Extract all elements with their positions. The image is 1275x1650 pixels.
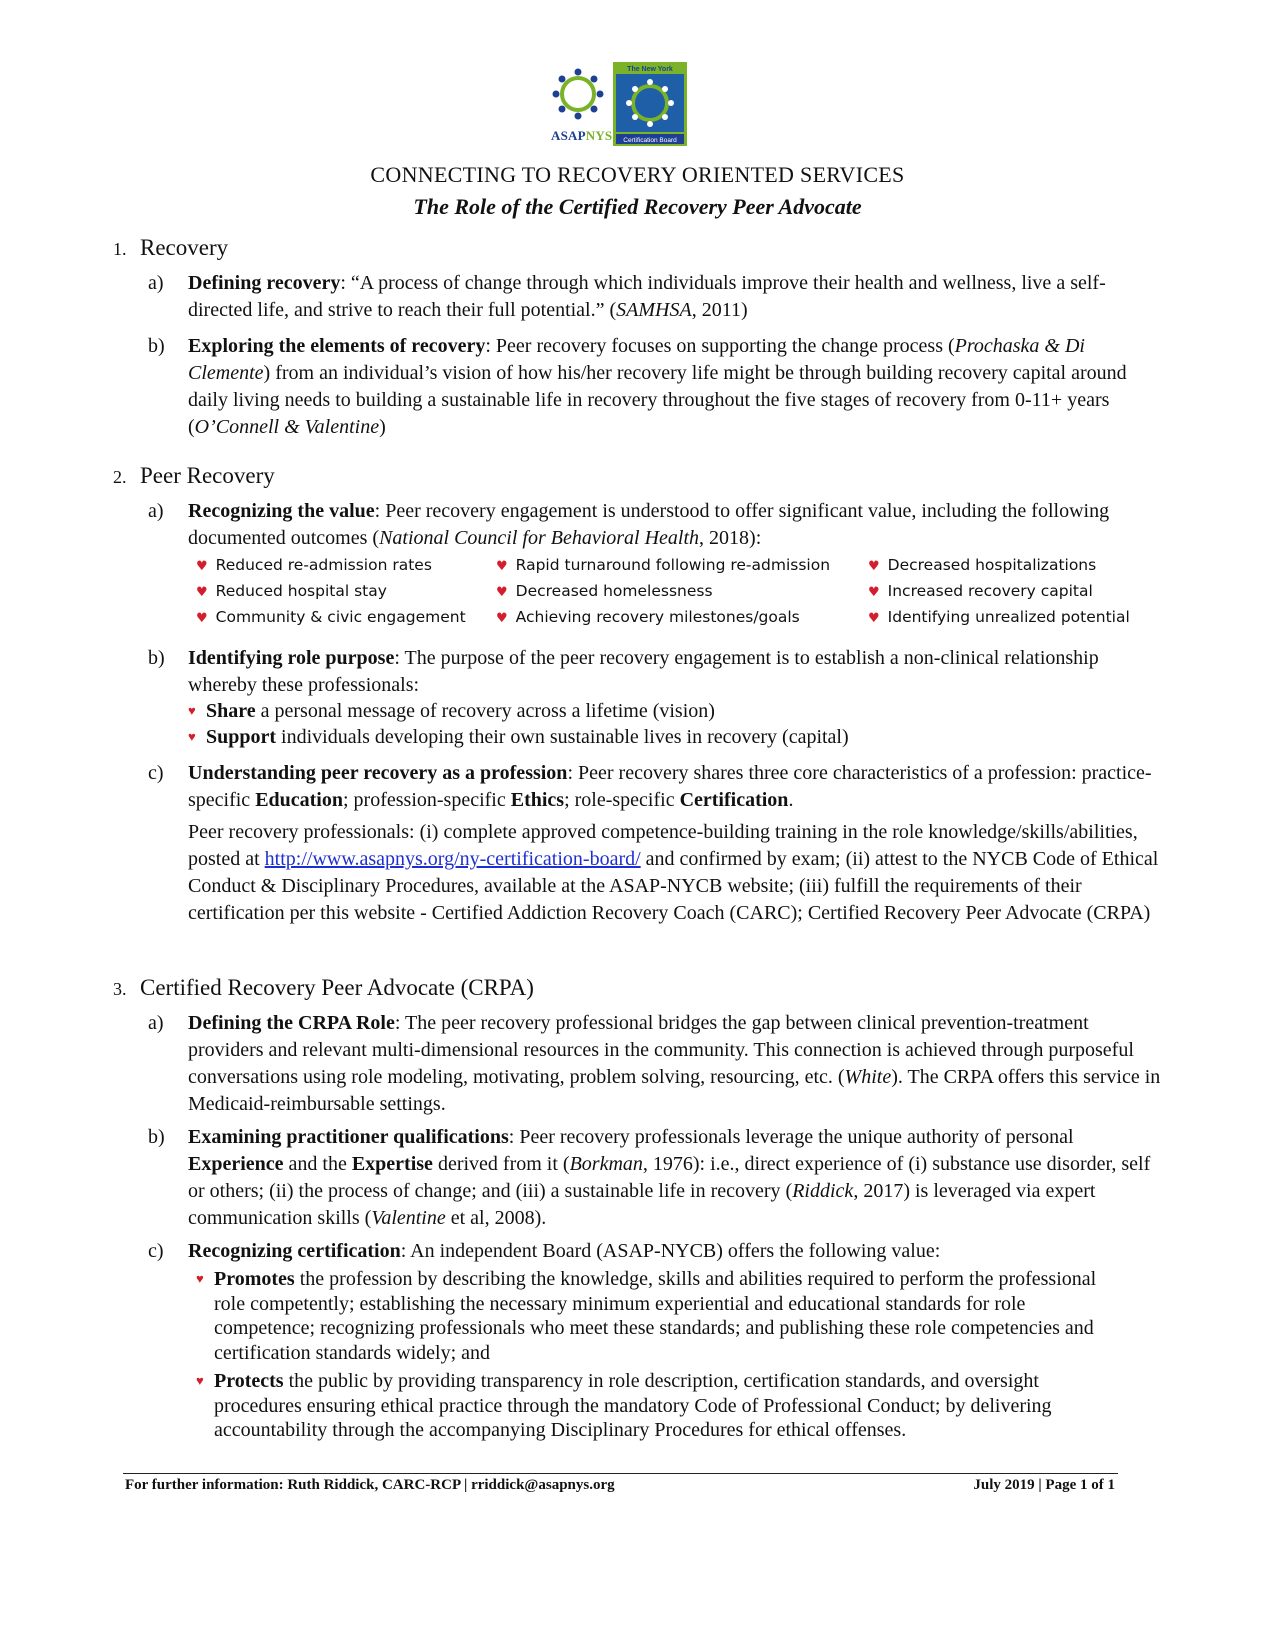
heart-icon: ♥ [496, 611, 508, 626]
item-2b: b) Identifying role purpose: The purpose of the peer recovery engagement is to establish a non-clinical relationship whereby these professionals: [148, 647, 1099, 696]
heart-icon: ♥ [196, 611, 208, 626]
people-circle-icon [553, 69, 604, 120]
list-item: ♥ Share a personal message of recovery across a lifetime (vision) [188, 700, 715, 722]
role-purpose-list [188, 698, 1148, 750]
heart-icon: ♥ [188, 729, 196, 744]
outcome-item: ♥ Community & civic engagement [196, 608, 466, 626]
section-heading-crpa: 3. Certified Recovery Peer Advocate (CRPA) [113, 975, 534, 1000]
outcome-item: ♥ Reduced hospital stay [196, 582, 387, 600]
item-1b: b) Exploring the elements of recovery: Peer recovery focuses on supporting the change process (Prochaska & Di Clemente) from an individual’s vision of how his/her recovery life might be through building recovery capital around daily living needs to building a sustainable life in recovery throughout the five stages of recovery from 0-11+ years (O’Connell & Valentine) [148, 335, 1127, 438]
board-top-text: The New York [627, 66, 673, 73]
heart-icon: ♥ [496, 585, 508, 600]
page-subtitle: The Role of the Certified Recovery Peer Advocate [413, 194, 862, 219]
list-item: ♥ Promotes the profession by describing the knowledge, skills and abilities required to perform the professional role competently; establishing the necessary minimum experiential and educational standards for role competence; recognizing professionals who meet these standards; and publishing these role competencies and certification standards widely; and [196, 1268, 1097, 1364]
certification-paragraph: Peer recovery professionals: (i) complete approved competence-building training in the role knowledge/skills/abilities, posted at http://www.asapnys.org/ny-certification-board/ and confirmed by exam; (ii) attest to the NYCB Code of Ethical Conduct & Disciplinary Procedures, available at the ASAP-NYCB website; (iii) fulfill the requirements of their certification per this website - Certified Addiction Recovery Coach (CARC); Certified Recovery Peer Advocate (CRPA) [188, 821, 1159, 924]
certification-board-link[interactable]: http://www.asapnys.org/ny-certification-board/ [264, 848, 641, 870]
list-item: ♥ Protects the public by providing transparency in role description, certification standards, and oversight procedures ensuring ethical practice through the mandatory Code of Professional Conduct; by delivering accountability through the accompanying Disciplinary Procedures for ethical offenses. [196, 1370, 1052, 1441]
section-heading-recovery: 1. Recovery [113, 235, 229, 260]
heart-icon: ♥ [196, 585, 208, 600]
section-heading-peer-recovery: 2. Peer Recovery [113, 463, 275, 488]
item-3c: c) Recognizing certification: An independent Board (ASAP-NYCB) offers the following value: [148, 1240, 941, 1262]
heart-icon: ♥ [868, 559, 880, 574]
heart-icon: ♥ [868, 611, 880, 626]
outcomes-grid [196, 552, 1196, 634]
outcome-item: ♥ Increased recovery capital [868, 582, 1093, 600]
item-3a: a) Defining the CRPA Role: The peer recovery professional bridges the gap between clinical prevention-treatment providers and relevant multi-dimensional resources in the community. This connection is achieved through purposeful conversations using role modeling, motivating, problem solving, resourcing, etc. (White). The CRPA offers this service in Medicaid-reimbursable settings. [148, 1012, 1161, 1115]
list-item: ♥ Support individuals developing their own sustainable lives in recovery (capital) [188, 726, 849, 748]
outcome-item: ♥ Reduced re-admission rates [196, 556, 432, 574]
heart-icon: ♥ [188, 703, 196, 718]
footer-divider [123, 1473, 1118, 1474]
footer-contact: For further information: Ruth Riddick, CARC-RCP | rriddick@asapnys.org [125, 1477, 615, 1493]
item-2c: c) Understanding peer recovery as a profession: Peer recovery shares three core characteristics of a profession: practice-specific Education; profession-specific Ethics; role-specific Certification. [148, 762, 1152, 811]
outcome-item: ♥ Decreased homelessness [496, 582, 713, 600]
page-title: CONNECTING TO RECOVERY ORIENTED SERVICES [370, 162, 905, 187]
heart-icon: ♥ [868, 585, 880, 600]
outcome-item: ♥ Rapid turnaround following re-admission [496, 556, 831, 574]
heart-icon: ♥ [496, 559, 508, 574]
board-bottom-text: Certification Board [623, 137, 677, 144]
heart-icon: ♥ [196, 559, 208, 574]
item-3b: b) Examining practitioner qualifications: Peer recovery professionals leverage the unique authority of personal Experience and the Expertise derived from it (Borkman, 1976): i.e., direct experience of (i) substance use disorder, self or others; (ii) the process of change; and (iii) a sustainable life in recovery (Riddick, 2017) is leveraged via expert communication skills (Valentine et al, 2008). [148, 1126, 1151, 1229]
outcome-item: ♥ Achieving recovery milestones/goals [496, 608, 800, 626]
item-2a: a) Recognizing the value: Peer recovery engagement is understood to offer significant value, including the following documented outcomes (National Council for Behavioral Health, 2018): [148, 500, 1110, 549]
outcome-item: ♥ Decreased hospitalizations [868, 556, 1097, 574]
certification-value-list [196, 1267, 1126, 1443]
footer-date-page: July 2019 | Page 1 of 1 [973, 1477, 1115, 1493]
outcome-item: ♥ Identifying unrealized potential [868, 608, 1130, 626]
heart-icon: ♥ [196, 1373, 204, 1388]
heart-icon: ♥ [196, 1271, 204, 1286]
logo-wordmark: ASAPNYS [551, 128, 613, 143]
item-1a: a) Defining recovery: “A process of change through which individuals improve their health and wellness, live a self-directed life, and strive to reach their full potential.” (SAMHSA, 2011) [148, 272, 1106, 321]
